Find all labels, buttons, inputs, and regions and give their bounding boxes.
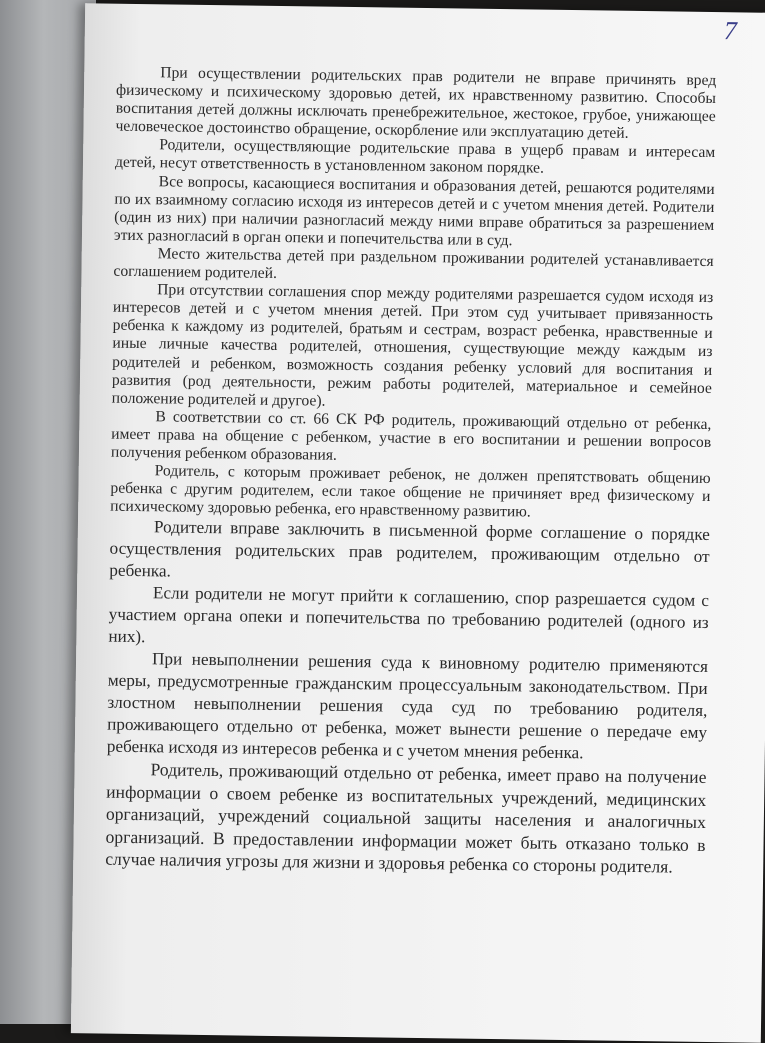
document-page [71, 3, 765, 1043]
paragraph-2: Родители, осуществляющие родительские права в ущерб правам и интересам детей, несут ответственность в установленном законом порядке. [114, 136, 716, 178]
paragraph-4: Место жительства детей при раздельном проживании родителей устанавливается соглашением родителей. [113, 245, 714, 282]
document-body [105, 64, 716, 879]
paragraph-9: Если родители не могут прийти к соглашению, спор разрешается судом с участием органа опеки и попечительства по требованию родителей (одного из них). [108, 583, 710, 647]
paragraph-11: Родитель, проживающий отдельно от ребенка, имеет право на получение информации о своем ребенке из воспитательных учреждений, медицинских организаций, учреждений социальной защиты населения и аналогичных организаций. В предоставлении информации может быть отказано только в случае наличия угрозы для жизни и здоровья ребенка со стороны родителя. [105, 759, 707, 877]
paragraph-10: При невыполнении решения суда к виновному родителю применяются меры, предусмотренные гражданским процессуальным законодательством. При злостном невыполнении решения суда суд по требованию родителя, проживающего отдельно от ребенка, может вынести решение о передаче ему ребенка исходя из интересов ребенка и с учетом мнения ребенка. [106, 649, 709, 763]
paragraph-8: Родители вправе заключить в письменной форме соглашение о порядке осуществления родительских прав родителем, проживающим отдельно от ребенка. [109, 517, 710, 581]
paragraph-1: При осуществлении родительских прав родители не вправе причинять вред физическому и психическому здоровью детей, их нравственному развитию. Способы воспитания детей должны исключать пренебрежительное, жестокое, грубое, унижающее человеческое достоинство обращение, оскорбление или эксплуатацию детей. [115, 64, 717, 143]
paragraph-3: Все вопросы, касающиеся воспитания и образования детей, решаются родителями по их взаимному согласию исходя из интересов детей и с учетом мнения детей. Родители (один из них) при наличии разногласий между ними вправе обратиться за разрешением этих разногласий в орган опеки и попечительства или в суд. [113, 172, 715, 250]
handwritten-page-number: 7 [723, 16, 738, 46]
paragraph-7: Родитель, с которым проживает ребенок, не должен препятствовать общению ребенка с другим родителем, если такое общение не причиняет вред физическому и психическому здоровью ребенка, его нравственному развитию. [110, 462, 711, 521]
paragraph-6: В соответствии со ст. 66 СК РФ родитель, проживающий отдельно от ребенка, имеет права на общение с ребенком, участие в его воспитании и решении вопросов получения ребенком образования. [110, 408, 712, 464]
paragraph-5: При отсутствии соглашения спор между родителями разрешается судом исходя из интересов детей и с учетом мнения детей. При этом суд учитывает привязанность ребенка к каждому из родителей, братьям и сестрам, возраст ребенка, нравственные и иные личные качества родителей, отношения, существующие между каждым из родителей и ребенком, возможность создания ребенку условий для воспитания и развития (род деятельности, режим работы родителей, материальное и семейное положение родителей и другое). [111, 281, 714, 410]
